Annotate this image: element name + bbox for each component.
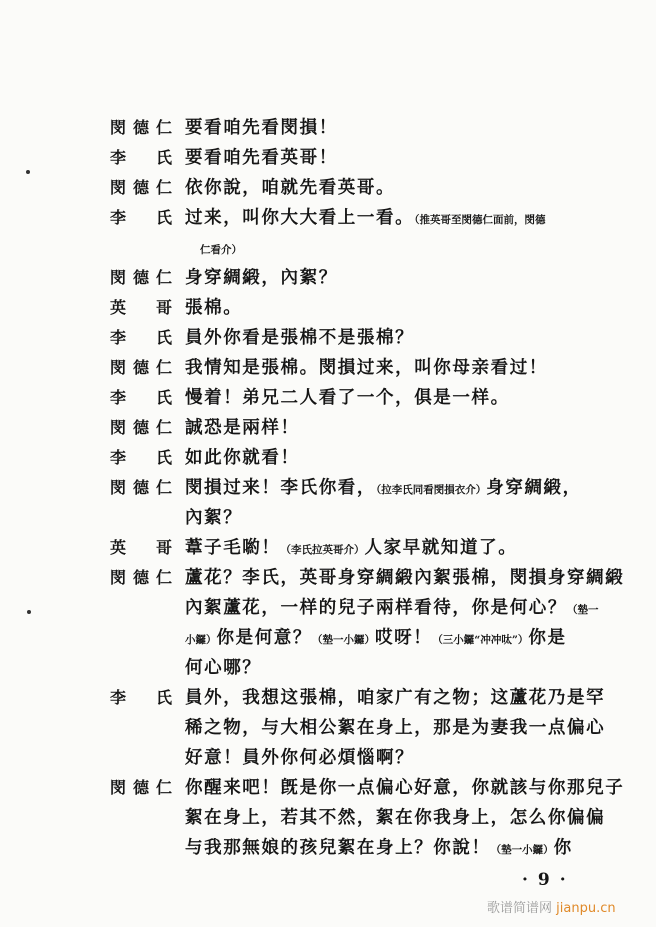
speaker-name: 閔德仁 <box>110 778 172 797</box>
stage-direction: （墊一小鑼） <box>490 844 554 856</box>
spoken-text: 你 <box>553 838 573 858</box>
speaker-name: 閔德仁 <box>110 358 172 377</box>
stage-direction: （推英哥至閔德仁面前，閔德 <box>414 214 546 226</box>
spoken-text: 稀之物，与大相公絮在身上，那是为妻我一点偏心 <box>185 718 606 738</box>
dialogue-text <box>185 803 605 833</box>
dialogue-line <box>0 713 656 743</box>
speaker-name: 閔德仁 <box>110 568 172 587</box>
stage-direction: 小鑼） <box>185 634 217 646</box>
spoken-text: 蘆花？李氏，英哥身穿綢緞內絮張棉，閔損身穿綢緞 <box>185 568 625 588</box>
dialogue-line <box>0 413 656 443</box>
stage-direction: （墊一 <box>567 604 599 616</box>
spoken-text: 要看咱先看英哥！ <box>185 148 338 168</box>
scan-speck <box>26 170 30 174</box>
dialogue-text <box>185 203 545 235</box>
spoken-text: 过来，叫你大大看上一看。 <box>185 208 415 228</box>
scan-speck <box>27 610 31 614</box>
speaker-name: 李 氏 <box>110 448 172 467</box>
speaker-name: 閔德仁 <box>110 418 172 437</box>
speaker-name: 閔德仁 <box>110 478 172 497</box>
spoken-text: 員外，我想这張棉，咱家广有之物；这蘆花乃是罕 <box>185 688 606 708</box>
dialogue-line <box>0 323 656 353</box>
dialogue-text <box>185 173 395 203</box>
speaker-name: 李 氏 <box>110 688 172 707</box>
dialogue-line <box>0 293 656 323</box>
dialogue-text <box>185 443 300 473</box>
watermark-en: jianpu.cn <box>556 901 616 916</box>
dialogue-line <box>0 683 656 713</box>
spoken-text: 張棉。 <box>185 298 243 318</box>
dialogue-text <box>185 503 242 533</box>
dialogue-line <box>0 773 656 803</box>
stage-direction: （墊一小鑼） <box>312 634 375 646</box>
stage-direction: （三小鑼“冲冲呔”） <box>432 634 529 646</box>
dialogue-text <box>185 773 624 803</box>
dialogue-text <box>185 263 338 293</box>
spoken-text: 好意！員外你何必煩惱啊？ <box>185 748 415 768</box>
speaker-name: 李 氏 <box>110 208 172 227</box>
spoken-text: 何心哪？ <box>185 658 262 678</box>
dialogue-line <box>0 143 656 173</box>
speaker-name: 李 氏 <box>110 328 172 347</box>
spoken-text: 身穿綢緞， <box>486 478 582 498</box>
stage-direction: 仁看介） <box>200 244 242 256</box>
dialogue-line <box>0 233 656 263</box>
spoken-text: 你是 <box>528 628 567 648</box>
spoken-text: 員外你看是張棉不是張棉？ <box>185 328 415 348</box>
dialogue-line <box>0 443 656 473</box>
dialogue-text <box>185 323 414 353</box>
speaker-name: 李 氏 <box>110 388 172 407</box>
spoken-text: 絮在身上，若其不然，絮在你我身上，怎么你偏偏 <box>185 808 606 828</box>
dialogue-text <box>185 593 599 625</box>
spoken-text: 人家早就知道了。 <box>364 538 518 558</box>
dialogue-text <box>185 833 573 865</box>
dialogue-text <box>185 383 510 413</box>
spoken-text: 閔損过来！李氏你看， <box>185 478 376 498</box>
dialogue-line <box>0 503 656 533</box>
spoken-text: 你是何意？ <box>216 628 312 648</box>
spoken-text: 要看咱先看閔損！ <box>185 118 338 138</box>
spoken-text: 葦子毛喲！ <box>185 538 281 558</box>
dialogue-text <box>185 683 605 713</box>
spoken-text: 內絮？ <box>185 508 243 528</box>
spoken-text: 內絮蘆花，一样的兒子兩样看待，你是何心？ <box>185 598 567 618</box>
spoken-text: 慢着！弟兄二人看了一个，俱是一样。 <box>185 388 510 408</box>
speaker-name: 李 氏 <box>110 148 172 167</box>
dialogue-line <box>0 623 656 653</box>
dialogue-text <box>185 653 261 683</box>
spoken-text: 我情知是張棉。閔損过来，叫你母亲看过！ <box>185 358 548 378</box>
spoken-text: 誠恐是兩样！ <box>185 418 300 438</box>
speaker-name: 英 哥 <box>110 298 172 317</box>
spoken-text: 与我那無娘的孩兒絮在身上？你說！ <box>185 838 491 858</box>
dialogue-line <box>0 263 656 293</box>
dialogue-line <box>0 593 656 623</box>
spoken-text: 依你說，咱就先看英哥。 <box>185 178 396 198</box>
spoken-text: 身穿綢緞，內絮？ <box>185 268 338 288</box>
dialogue-line <box>0 203 656 233</box>
spoken-text: 如此你就看！ <box>185 448 300 468</box>
dialogue-line <box>0 353 656 383</box>
stage-direction: （拉李氏同看閔損衣介） <box>376 484 487 496</box>
dialogue-line <box>0 173 656 203</box>
watermark-cn: 歌谱简谱网 <box>487 901 553 916</box>
dialogue-text <box>185 293 242 323</box>
dialogue-line <box>0 533 656 563</box>
dialogue-text <box>185 623 567 655</box>
speaker-name: 英 哥 <box>110 538 172 557</box>
dialogue-text <box>185 743 414 773</box>
dialogue-text <box>200 233 242 265</box>
speaker-name: 閔德仁 <box>110 118 172 137</box>
speaker-name: 閔德仁 <box>110 178 172 197</box>
dialogue-line <box>0 383 656 413</box>
dialogue-text <box>185 113 338 143</box>
page-number: ·9· <box>522 870 576 890</box>
spoken-text: 哎呀！ <box>375 628 433 648</box>
dialogue-text <box>185 713 605 743</box>
speaker-name: 閔德仁 <box>110 268 172 287</box>
dialogue-line <box>0 113 656 143</box>
dialogue-line <box>0 473 656 503</box>
script-page <box>0 113 656 863</box>
dialogue-line <box>0 833 656 863</box>
dialogue-line <box>0 743 656 773</box>
dialogue-line <box>0 563 656 593</box>
dialogue-line <box>0 653 656 683</box>
dialogue-text <box>185 473 582 505</box>
spoken-text: 你醒来吧！旣是你一点偏心好意，你就該与你那兒子 <box>185 778 625 798</box>
dialogue-text <box>185 353 548 383</box>
dialogue-text <box>185 563 624 593</box>
stage-direction: （李氏拉英哥介） <box>280 544 365 556</box>
watermark <box>487 897 616 916</box>
dialogue-text <box>185 533 517 565</box>
dialogue-text <box>185 413 300 443</box>
dialogue-text <box>185 143 338 173</box>
dialogue-line <box>0 803 656 833</box>
